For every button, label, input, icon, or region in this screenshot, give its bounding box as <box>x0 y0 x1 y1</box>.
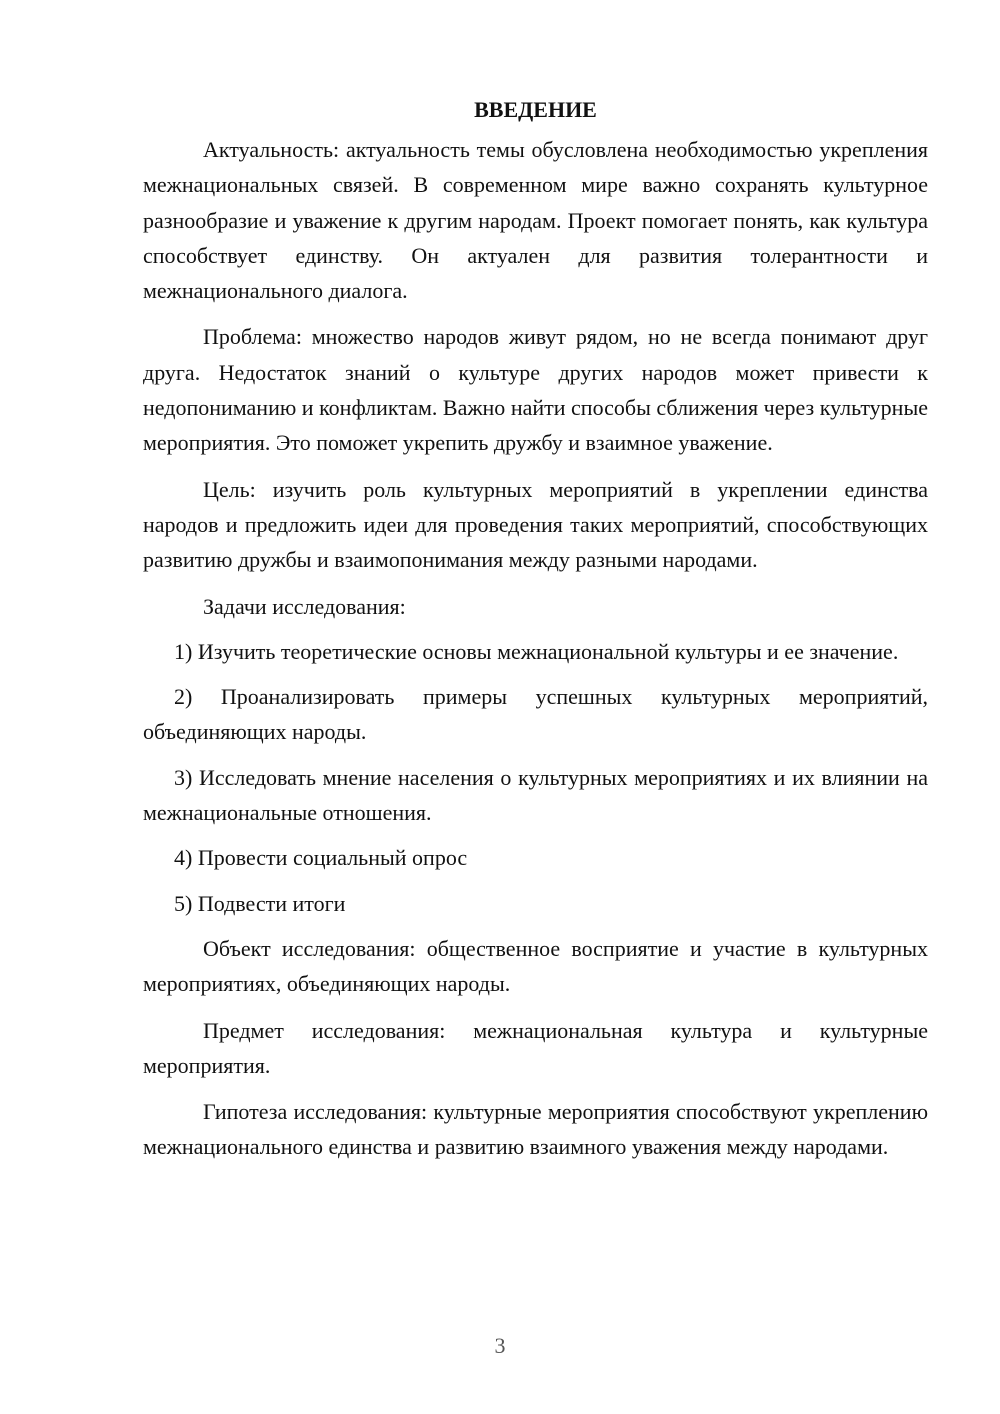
task-item-5: 5) Подвести итоги <box>174 890 346 916</box>
page-number: 3 <box>494 1333 506 1358</box>
section-title: ВВЕДЕНИЕ <box>474 97 597 122</box>
tasks-heading: Задачи исследования: <box>203 593 406 619</box>
relevance-paragraph: Актуальность: актуальность темы обусловлена необходимостью укрепления межнациональных связей. В современном мире важно сохранять культурное разнообразие и уважение к другим народам. Проект помогает понять, как культура способствует единству. Он актуален для развития толерантности и межнационального диалога. <box>143 137 928 304</box>
hypothesis-paragraph: Гипотеза исследования: культурные мероприятия способствуют укреплению межнационального единства и развитию взаимного уважения между народами. <box>143 1099 928 1160</box>
problem-paragraph: Проблема: множество народов живут рядом, но не всегда понимают друг друга. Недостаток знаний о культуре других народов может привести к недопониманию и конфликтам. Важно найти способы сближения через культурные мероприятия. Это поможет укрепить дружбу и взаимное уважение. <box>143 324 928 456</box>
task-item-2: 2) Проанализировать примеры успешных культурных мероприятий, объединяющих народы. <box>143 684 928 745</box>
object-paragraph: Объект исследования: общественное восприятие и участие в культурных мероприятиях, объединяющих народы. <box>143 935 928 997</box>
subject-paragraph: Предмет исследования: межнациональная культура и культурные мероприятия. <box>143 1017 928 1078</box>
task-item-1: 1) Изучить теоретические основы межнациональной культуры и ее значение. <box>174 638 899 664</box>
task-item-3: 3) Исследовать мнение населения о культурных мероприятиях и их влиянии на межнациональные отношения. <box>143 764 928 826</box>
goal-paragraph: Цель: изучить роль культурных мероприятий в укреплении единства народов и предложить идеи для проведения таких мероприятий, способствующих развитию дружбы и взаимопонимания между разными народами. <box>143 476 928 573</box>
document-page <box>143 92 928 1176</box>
task-item-4: 4) Провести социальный опрос <box>174 845 468 871</box>
